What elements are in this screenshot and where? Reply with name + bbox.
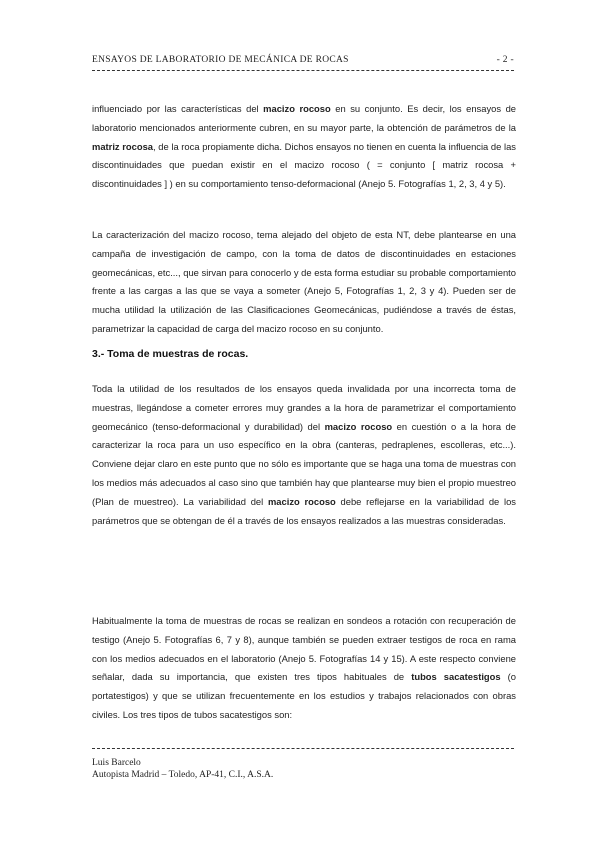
p3-text-1: Toda la utilidad de los resultados de los ensayos queda invalidada por una incorrecta toma de muestras, llegándose a cometer errores muy grandes a la hora de parametrizar el comportamiento geomecánico (tenso-deformacional y durabilidad) del — [92, 383, 516, 432]
p1-bold-macizo: macizo rocoso — [263, 103, 331, 114]
paragraph-4 — [92, 612, 516, 725]
p3-text-2: en cuestión o a la hora de caracterizar la roca para un uso específico en la obra (canteras, pedraplenes, escolleras, etc...). Conviene dejar claro en este punto que no sólo es importante que se haga una toma de muestras con los medios más adecuados al caso sino que también hay que plantearse muy bien el propio muestreo (Plan de muestreo). La variabilidad del — [92, 420, 516, 507]
p1-text-1: influenciado por las características del — [92, 103, 264, 114]
p4-text-1: Habitualmente la toma de muestras de rocas se realizan en sondeos a rotación con recuperación de testigo (Anejo 5. Fotografías 6, 7 y 8), aunque también se pueden extraer testigos de roca en rama con los medios adecuados en el laboratorio (Anejo 5. Fotografías 14 y 15). A este respecto conviene señalar, dada su importancia, que existen tres tipos habituales de — [92, 615, 516, 683]
p1-text-2: en su conjunto. Es decir, los ensayos de laboratorio mencionados anteriormente cubren, en su mayor parte, la obtención de parámetros de la — [92, 103, 516, 133]
footer-author: Luis Barcelo — [92, 758, 141, 768]
p3-text-3: debe reflejarse en la variabilidad de los parámetros que se obtengan de él a través de los ensayos realizados a las muestras consideradas. — [92, 495, 516, 526]
p4-text-2: (o portatestigos) y que se utilizan frecuentemente en los estudios y trabajos relacionados con obras civiles. Los tres tipos de tubos sacatestigos son: — [92, 671, 517, 720]
page-footer — [92, 757, 273, 781]
footer-rule — [92, 748, 514, 749]
section-heading: 3.- Toma de muestras de rocas. — [92, 348, 249, 360]
paragraph-3 — [92, 380, 516, 530]
header-title: ENSAYOS DE LABORATORIO DE MECÁNICA DE ROCAS — [92, 55, 349, 65]
p4-bold-tubos: tubos sacatestigos — [411, 671, 501, 683]
p3-bold-macizo-2: macizo rocoso — [267, 495, 336, 507]
page-number: - 2 - — [496, 55, 514, 65]
p1-bold-matriz: matriz rocosa — [92, 140, 154, 152]
paragraph-1 — [92, 100, 516, 194]
p1-text-3: , de la roca propiamente dicha. Dichos ensayos no tienen en cuenta la influencia de las discontinuidades que puedan existir en el macizo rocoso ( = conjunto [ matriz rocosa + discontinuidades ] ) en su comportamiento tenso-deformacional (Anejo 5. Fotografías 1, 2, 3, 4 y 5). — [92, 140, 516, 190]
header-rule — [92, 70, 514, 71]
paragraph-2: La caracterización del macizo rocoso, tema alejado del objeto de esta NT, debe plantearse en una campaña de investigación de campo, con la toma de datos de discontinuidades en estaciones geomecánicas, etc..., que sirvan para conocerlo y de esta forma estudiar su probable comportamiento frente a las cargas a las que se vaya a someter (Anejo 5, Fotografías 1, 2, 3 y 4). Pueden ser de mucha utilidad la utilización de las Clasificaciones Geomecánicas, pudiéndose a través de éstas, parametrizar la capacidad de carga del macizo rocoso en su conjunto. — [92, 229, 516, 334]
p3-bold-macizo-1: macizo rocoso — [324, 420, 393, 432]
footer-affiliation: Autopista Madrid – Toledo, AP-41, C.I., A.S.A. — [92, 770, 274, 780]
